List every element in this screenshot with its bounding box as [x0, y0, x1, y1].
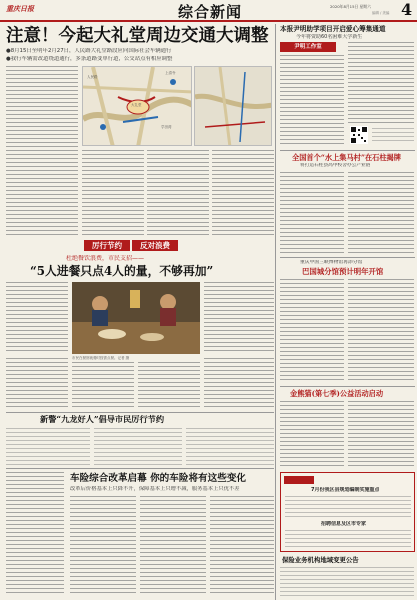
story1-subtitle: 今年将资助60名困难大学新生 [296, 34, 363, 40]
insurance-body-text [210, 496, 274, 596]
story1-body-text [348, 42, 414, 124]
story3-body-text [348, 279, 414, 383]
photo-caption: 市民在餐馆就餐时按需点餐。记者 摄 [72, 356, 130, 360]
restaurant-photo [72, 282, 200, 354]
campaign-body-text [204, 358, 274, 410]
photo-illustration [72, 282, 200, 354]
editor-note: 编辑 / 美编 [372, 11, 390, 15]
campaign-banner-left: 厉行节约 [84, 240, 130, 251]
campaign-banner-right: 反对浪费 [132, 240, 178, 251]
insurance-body-text [6, 472, 64, 596]
lead-subtitle-1: ●8月15日至明年2月27日，人民路大礼堂路段应向国际社会车辆通行 [6, 48, 172, 54]
section-divider [280, 386, 415, 387]
campaign-kicker: 杜绝餐饮浪费，市民支招—— [66, 255, 145, 262]
bulletin-body-text [285, 496, 411, 518]
section-title: 综合新闻 [178, 3, 243, 21]
lead-body-text [212, 150, 274, 238]
story1-body-text [280, 55, 344, 147]
section-divider [6, 412, 274, 413]
masthead [0, 0, 417, 22]
story2-body-text [280, 172, 344, 254]
qr-caption [372, 128, 414, 144]
map-label: 上清寺 [165, 71, 176, 75]
lead-body-text [82, 150, 144, 238]
map-label: 学田湾 [161, 125, 172, 129]
lead-body-text [6, 66, 78, 238]
story3-title: 巴国城分馆预计明年开馆 [302, 267, 384, 276]
story4-title: 金熊猫(第七季)公益活动启动 [290, 389, 384, 398]
story3-kicker: 重庆中国三峡博物馆再添分馆 [300, 260, 363, 265]
traffic-map-detail [194, 66, 272, 146]
campaign-body-text [6, 282, 68, 354]
jiulongpo-body-text [94, 428, 182, 466]
issue-date: 2020年8月15日 星期六 [330, 4, 371, 9]
studio-label: 尹明工作室 [280, 42, 336, 52]
story1-title: 本报尹明助学项目开启爱心筹集通道 [280, 25, 386, 33]
insurance-body-text [140, 496, 206, 596]
campaign-body-text [138, 362, 200, 410]
section-divider [280, 150, 415, 151]
campaign-body-text [204, 282, 274, 354]
bulletin-item-title: 7月份我区县规划编制实施重点 [311, 487, 380, 493]
notice-body-text [280, 567, 414, 597]
notice-title: 保险业务机构地域变更公告 [282, 556, 359, 564]
page-number: 4 [401, 0, 413, 19]
story2-title: 全国首个“水上集马村”在石柱揭牌 [292, 153, 401, 162]
qr-code-icon [350, 126, 368, 144]
jiulongpo-body-text [6, 428, 90, 466]
map-label: 大礼堂 [131, 103, 142, 107]
section-divider [280, 257, 415, 258]
traffic-map [82, 66, 192, 146]
story2-subtitle: 将打造石柱县高中校舍办公产业链 [300, 163, 371, 168]
insurance-body-text [70, 496, 136, 596]
lead-subtitle-2: ●我行车辆需改道绕道通行，多条道路变单行道，公交站点有相应调整 [6, 56, 173, 62]
detour-map-graphic [195, 67, 272, 146]
story4-body-text [348, 401, 414, 469]
story4-body-text [280, 401, 344, 469]
bulletin-item-title: 招聘信息及区市专家 [321, 521, 367, 527]
story3-body-text [280, 279, 344, 383]
section-divider [6, 468, 274, 469]
lead-title: 注意！今起大礼堂周边交通大调整 [6, 26, 269, 46]
bulletin-box [280, 472, 415, 552]
story2-body-text [348, 172, 414, 254]
insurance-subtitle: 改革后价格基本上只降不升，保障基本上只增不减，服务基本上只优不差 [70, 486, 240, 492]
column-divider [275, 24, 276, 600]
jiulongpo-title: 新警“九龙好人”倡导市民厉行节约 [40, 414, 165, 424]
insurance-title: 车险综合改革启幕 你的车险将有这些变化 [70, 473, 247, 484]
map-label: 人民路 [87, 75, 98, 79]
bulletin-header-bar [284, 476, 314, 484]
campaign-body-text [72, 362, 134, 410]
jiulongpo-body-text [186, 428, 274, 466]
qr-code [350, 126, 368, 144]
campaign-title: “5人进餐只点4人的量，不够再加” [30, 264, 214, 278]
lead-body-text [147, 150, 209, 238]
campaign-body-text [6, 358, 68, 410]
bulletin-body-text [285, 530, 411, 550]
newspaper-logo: 重庆日报 [6, 4, 34, 13]
